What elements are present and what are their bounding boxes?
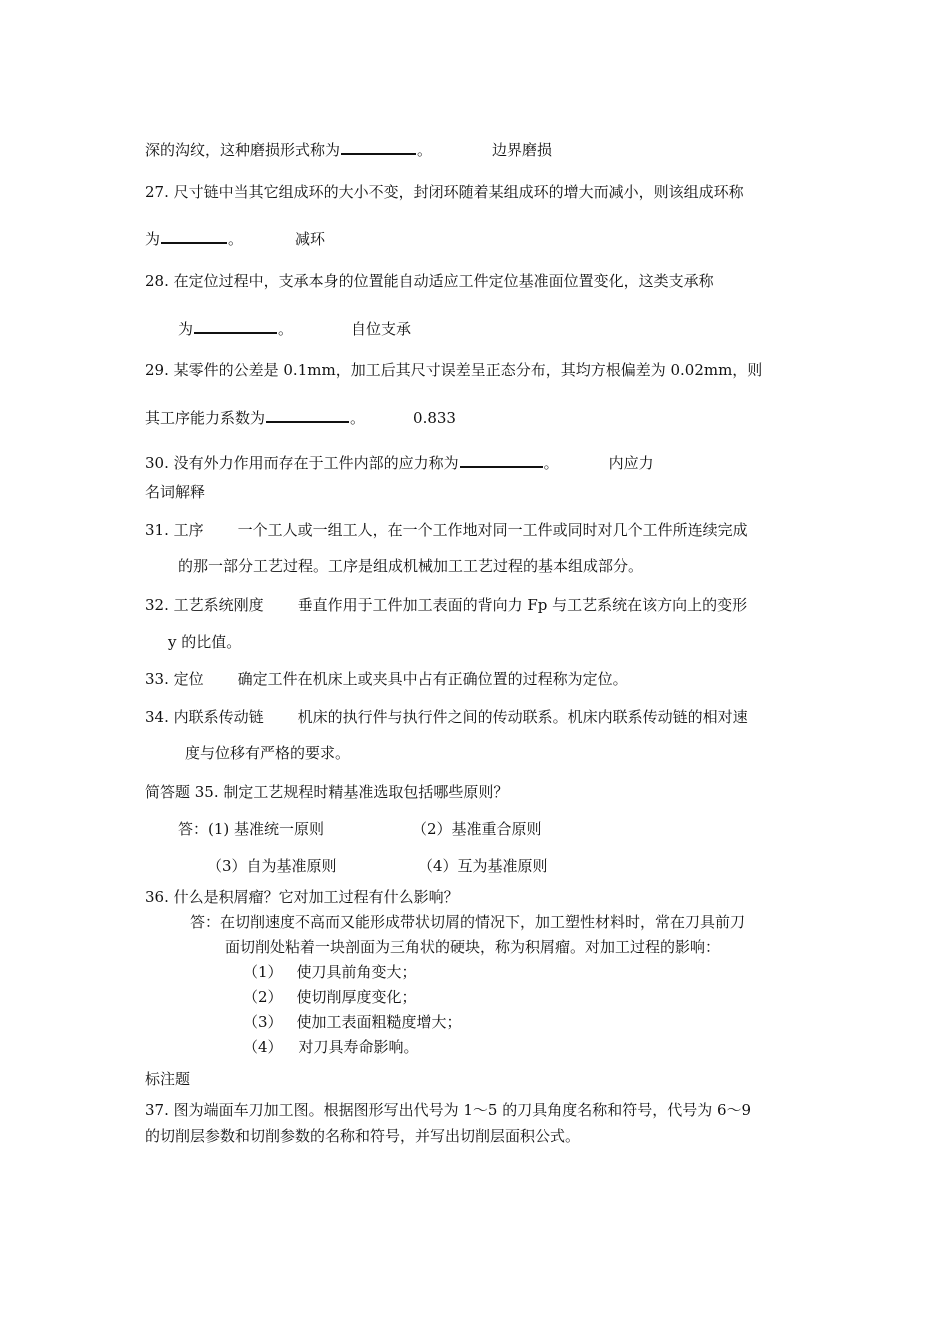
q28-line1: 28. 在定位过程中，支承本身的位置能自动适应工件定位基准面位置变化，这类支承称 xyxy=(145,272,714,290)
section-heading-annotation: 标注题 xyxy=(145,1070,191,1088)
q36-effect: （1） 使刀具前角变大； xyxy=(243,963,417,981)
q35-heading: 简答题 35. 制定工艺规程时精基准选取包括哪些原则？ xyxy=(145,783,509,801)
q36-answer-line1: 答：在切削速度不高而又能形成带状切屑的情况下，加工塑性材料时，常在刀具前刀 xyxy=(190,913,746,931)
q27-line2: 为 。 减环 xyxy=(145,226,325,249)
q28-line2: 为 。 自位支承 xyxy=(178,316,411,339)
q29-line1: 29. 某零件的公差是 0.1mm，加工后其尺寸误差呈正态分布，其均方根偏差为 0.02mm，则 xyxy=(145,361,763,379)
answer-blank xyxy=(194,316,277,334)
q32-line1: 32. 工艺系统刚度 垂直作用于工件加工表面的背向力 Fp 与工艺系统在该方向上的变形 xyxy=(145,596,748,614)
answer-blank xyxy=(266,405,349,423)
q36-answer-line2: 面切削处粘着一块剖面为三角状的硬块，称为积屑瘤。对加工过程的影响： xyxy=(225,938,721,956)
q31-line1: 31. 工序 一个工人或一组工人，在一个工作地对同一工件或同时对几个工件所连续完成 xyxy=(145,521,748,539)
q29-line2: 其工序能力系数为 。 0.833 xyxy=(145,405,456,428)
q28-answer: 自位支承 xyxy=(351,320,412,338)
q34-line2: 度与位移有严格的要求。 xyxy=(185,744,351,762)
q37-line1: 37. 图为端面车刀加工图。根据图形写出代号为 1～5 的刀具角度名称和符号，代号为 6～9 xyxy=(145,1101,752,1119)
section-heading-terms: 名词解释 xyxy=(145,483,206,501)
q26-text: 深的沟纹，这种磨损形式称为 xyxy=(145,141,341,159)
q36-effect: （3） 使加工表面粗糙度增大； xyxy=(243,1013,462,1031)
q35-item: （3）自为基准原则 xyxy=(207,857,337,875)
q36-heading: 36. 什么是积屑瘤？它对加工过程有什么影响？ xyxy=(145,888,459,906)
q31-line2: 的那一部分工艺过程。工序是组成机械加工工艺过程的基本组成部分。 xyxy=(178,557,644,575)
q36-effect: （4） 对刀具寿命影响。 xyxy=(243,1038,419,1056)
q26-line: 深的沟纹，这种磨损形式称为 。 边界磨损 xyxy=(145,137,552,160)
q36-effect: （2） 使切削厚度变化； xyxy=(243,988,417,1006)
q26-answer: 边界磨损 xyxy=(492,141,553,159)
q35-answer-row1: 答：(1) 基准统一原则 xyxy=(178,820,325,838)
q27-line1: 27. 尺寸链中当其它组成环的大小不变，封闭环随着某组成环的增大而减小，则该组成环称 xyxy=(145,183,744,201)
answer-blank xyxy=(161,226,227,244)
q27-answer: 减环 xyxy=(295,230,326,248)
q35-item: （2）基准重合原则 xyxy=(412,820,542,838)
answer-blank xyxy=(460,450,543,468)
q35-item: (1) 基准统一原则 xyxy=(208,820,325,838)
q35-item: （4）互为基准原则 xyxy=(418,857,548,875)
q34-term: 34. 内联系传动链 xyxy=(145,708,264,726)
q33-line1: 33. 定位 确定工件在机床上或夹具中占有正确位置的过程称为定位。 xyxy=(145,670,628,688)
q30-answer: 内应力 xyxy=(608,454,654,472)
q37-line2: 的切削层参数和切削参数的名称和符号，并写出切削层面积公式。 xyxy=(145,1127,581,1145)
answer-blank xyxy=(341,137,416,155)
q29-answer: 0.833 xyxy=(413,409,456,427)
q32-line2: y 的比值。 xyxy=(168,633,242,651)
q31-term: 31. 工序 xyxy=(145,521,204,539)
q30-line: 30. 没有外力作用而存在于工件内部的应力称为 。 内应力 xyxy=(145,450,654,473)
q32-term: 32. 工艺系统刚度 xyxy=(145,596,264,614)
q33-term: 33. 定位 xyxy=(145,670,204,688)
q34-line1: 34. 内联系传动链 机床的执行件与执行件之间的传动联系。机床内联系传动链的相对速 xyxy=(145,708,748,726)
